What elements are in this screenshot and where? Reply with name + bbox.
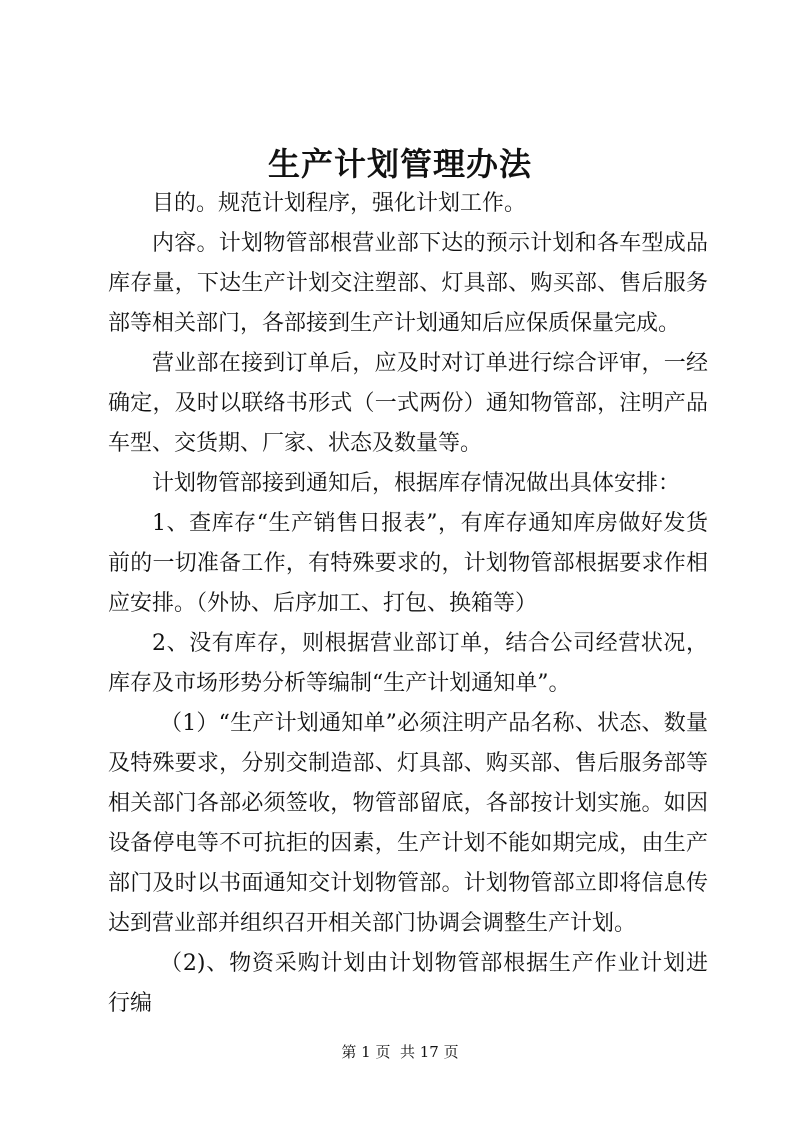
page-number: 第 1 页 共 17 页: [341, 1043, 459, 1061]
paragraph-subitem-2: （2)、物资采购计划由计划物管部根据生产作业计划进行编: [108, 951, 708, 1016]
document-body: [108, 184, 708, 1024]
paragraph-item-1: 1、查库存“生产销售日报表”，有库存通知库房做好发货前的一切准备工作，有特殊要求的，计划物管部根据要求作相应安排。（外协、后序加工、打包、换箱等）: [108, 511, 708, 616]
paragraph-subitem-1: （1）“生产计划通知单”必须注明产品名称、状态、数量及特殊要求，分别交制造部、灯具部、购买部、售后服务部等相关部门各部必须签收，物管部留底，各部按计划实施。如因设备停电等不可抗拒的因素，生产计划不能如期完成，由生产部门及时以书面通知交计划物管部。计划物管部立即将信息传达到营业部并组织召开相关部门协调会调整生产计划。: [108, 711, 708, 936]
paragraph-item-2: 2、没有库存，则根据营业部订单，结合公司经营状况，库存及市场形势分析等编制“生产计划通知单”。: [108, 631, 708, 696]
document-title: 生产计划管理办法: [267, 145, 532, 183]
paragraph-sales-dept: 营业部在接到订单后，应及时对订单进行综合评审，一经确定，及时以联络书形式（一式两份）通知物管部，注明产品车型、交货期、厂家、状态及数量等。: [108, 351, 708, 456]
paragraph-content: 内容。计划物管部根营业部下达的预示计划和各车型成品库存量，下达生产计划交注塑部、灯具部、购买部、售后服务部等相关部门，各部接到生产计划通知后应保质保量完成。: [108, 231, 708, 336]
paragraph-purpose: 目的。规范计划程序，强化计划工作。: [152, 191, 527, 216]
paragraph-planning-arrangement: 计划物管部接到通知后，根据库存情况做出具体安排：: [152, 471, 681, 496]
page-footer: [0, 1042, 800, 1062]
